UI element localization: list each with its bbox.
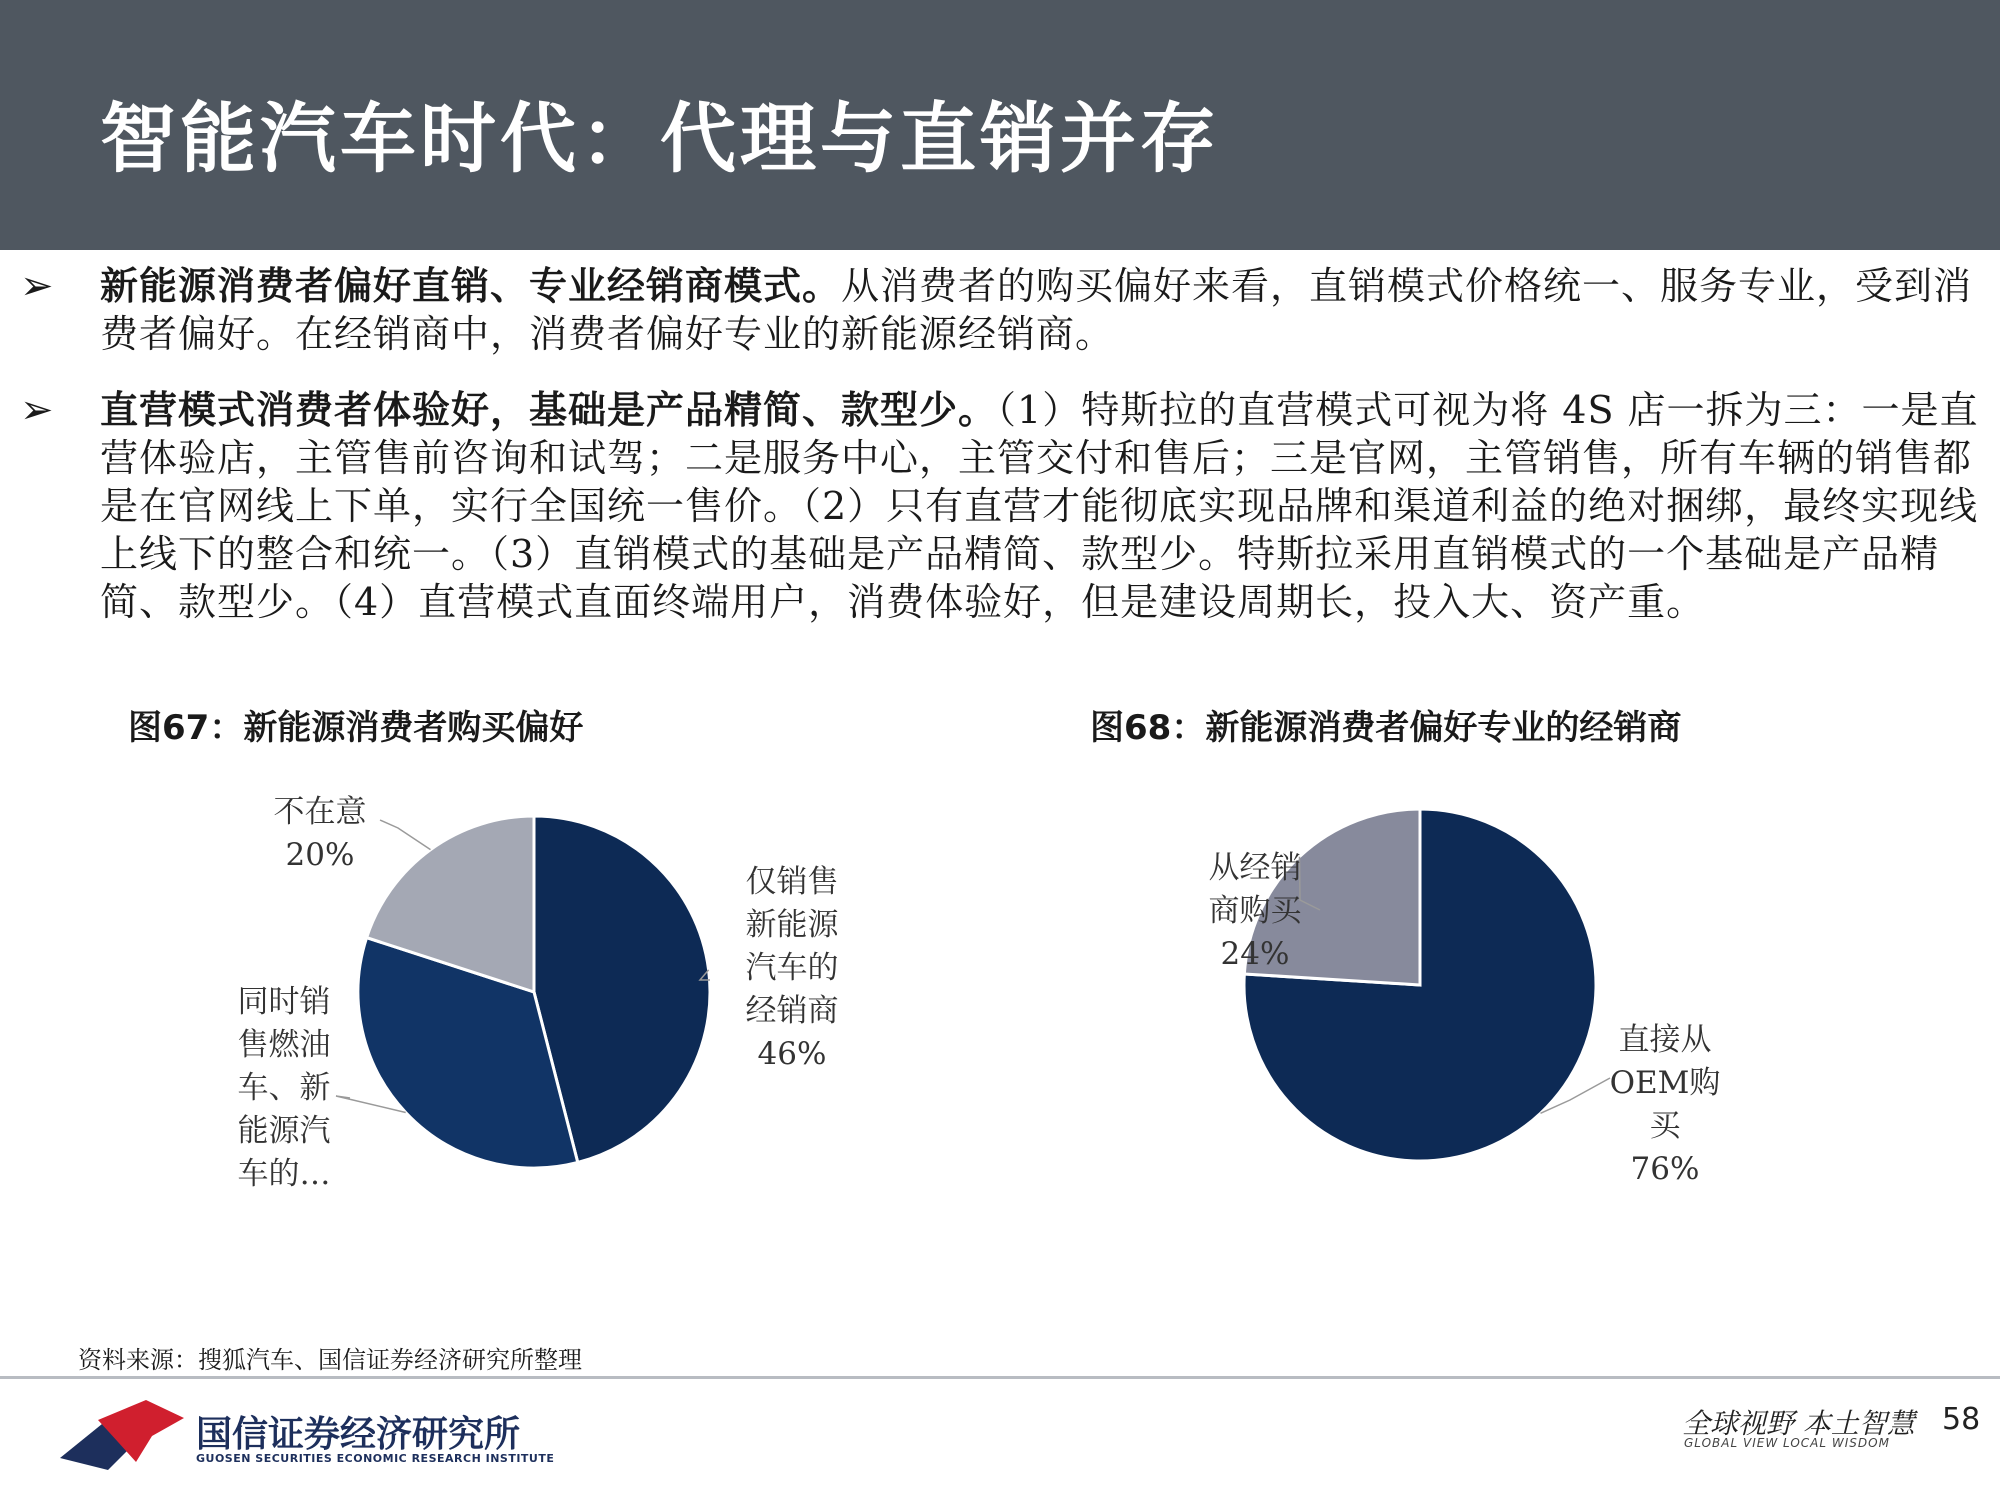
pie-2-label-1: 从经销商购买 24% [1208, 850, 1302, 972]
org-name: 国信证券经济研究所 [196, 1414, 521, 1455]
pie-chart-dealer-preference [1150, 760, 1800, 1210]
page-number: 58 [1942, 1402, 1981, 1437]
arrow-bullet-icon: ➢ [20, 387, 54, 433]
figure-67-title: 图67：新能源消费者购买偏好 [128, 708, 584, 748]
footer-divider [0, 1376, 2000, 1379]
bullet-1-text [100, 262, 1980, 358]
source-note: 资料来源：搜狐汽车、国信证券经济研究所整理 [78, 1346, 582, 1374]
pie-2-label-0: 直接从 OEM购买 76% [1609, 1022, 1721, 1187]
figure-68-title: 图68：新能源消费者偏好专业的经销商 [1090, 708, 1682, 748]
pie-1-label-0: 仅销售新能源汽车的经销商 46% [745, 864, 839, 1072]
pie-chart-consumer-preference [200, 760, 960, 1240]
pie-1-label-1: 同时销售燃油车、新能源汽车的… [237, 984, 331, 1192]
slogan-english: GLOBAL VIEW LOCAL WISDOM [1684, 1436, 1890, 1450]
bullet-2-body: （1）特斯拉的直营模式可视为将 4S 店一拆为三：一是直营体验店，主管售前咨询和试驾；二是服务中心，主管交付和售后；三是官网，主管销售，所有车辆的销售都是在官网线上下单，实行全国统一售价。（2）只有直营才能彻底实现品牌和渠道利益的绝对捆绑，最终实现线上线下的整合和统一。（3）直销模式的基础是产品精简、款型少。特斯拉采用直销模式的一个基础是产品精简、款型少。（4）直营模式直面终端用户，消费体验好，但是建设周期长，投入大、资产重。 [100, 388, 1979, 624]
bullet-1-bold: 新能源消费者偏好直销、专业经销商模式。 [100, 263, 842, 308]
slogan: 全球视野 本土智慧 [1682, 1407, 1915, 1440]
title-bar [0, 0, 2000, 250]
pie-1-label-2: 不在意 20% [273, 794, 367, 873]
page-title: 智能汽车时代：代理与直销并存 [100, 94, 1220, 183]
bullet-2-bold: 直营模式消费者体验好，基础是产品精简、款型少。 [100, 387, 998, 432]
org-name-english: GUOSEN SECURITIES ECONOMIC RESEARCH INSTITUTE [196, 1452, 555, 1465]
arrow-bullet-icon: ➢ [20, 263, 54, 309]
pie-1-leader-line-2 [380, 820, 431, 850]
guosen-logo-icon [58, 1396, 188, 1474]
bullet-1-body: 从消费者的购买偏好来看，直销模式价格统一、服务专业，受到消费者偏好。在经销商中，消费者偏好专业的新能源经销商。 [100, 264, 1973, 356]
bullet-2-text [100, 386, 1980, 626]
